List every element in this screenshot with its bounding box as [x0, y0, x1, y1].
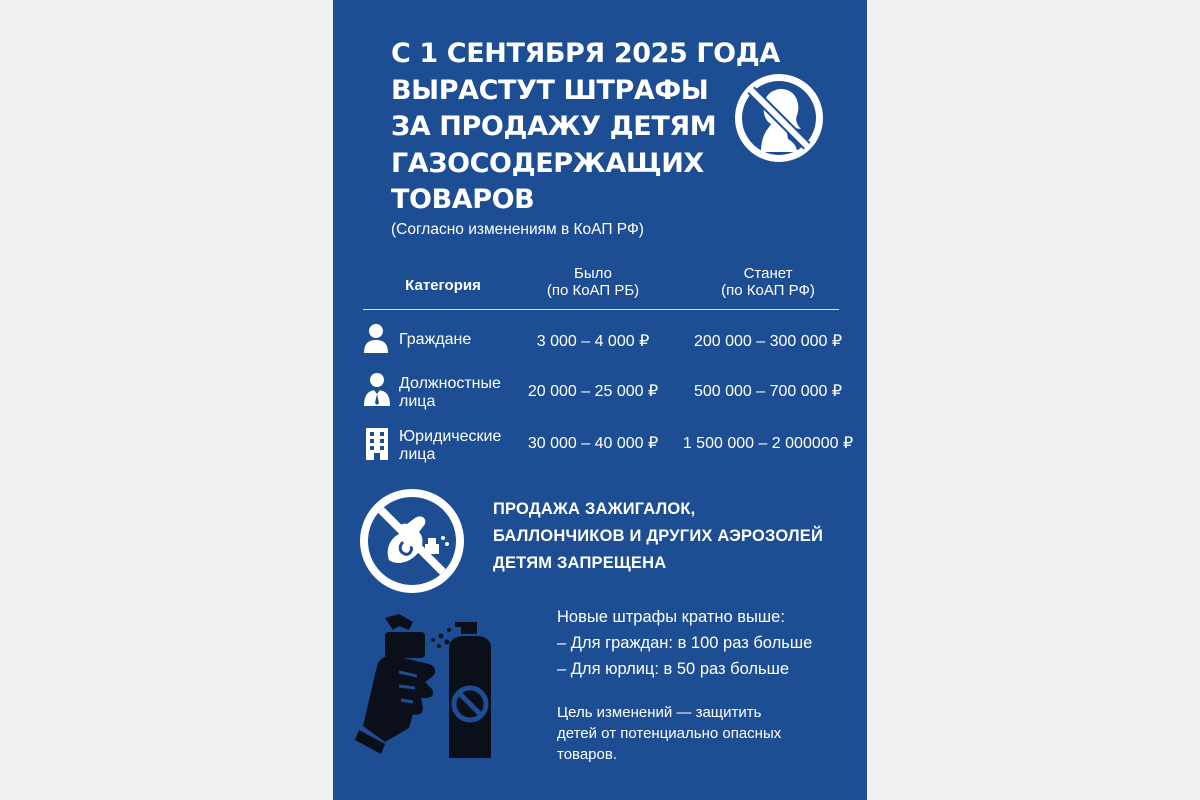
goal-line: товаров. [557, 746, 618, 763]
title-line: ТОВАРОВ [391, 184, 535, 215]
header-divider [363, 309, 839, 310]
warning-text [493, 496, 823, 577]
table-cell-before: 30 000 – 40 000 ₽ [527, 435, 659, 452]
table-cell-after: 1 500 000 – 2 000000 ₽ [682, 435, 854, 452]
warning-line: ДЕТЯМ ЗАПРЕЩЕНА [493, 554, 667, 572]
table-cell-before: 20 000 – 25 000 ₽ [527, 383, 659, 400]
header-line: (по КоАП РФ) [721, 282, 815, 299]
poster [333, 0, 867, 800]
no-child-icon [731, 70, 827, 166]
fines-line: – Для граждан: в 100 раз больше [557, 634, 813, 652]
title-line: ГАЗОСОДЕРЖАЩИХ [391, 147, 704, 179]
title-line: С 1 СЕНТЯБРЯ 2025 ГОДА [391, 38, 780, 69]
row-label-line: лица [399, 393, 436, 410]
table-cell-after: 500 000 – 700 000 ₽ [693, 383, 843, 400]
person-icon [363, 322, 389, 354]
header-line: Станет [743, 265, 793, 282]
goal-line: детей от потенциально опасных [557, 725, 782, 742]
warning-line: ПРОДАЖА ЗАЖИГАЛОК, [493, 500, 696, 518]
fines-line: – Для юрлиц: в 50 раз больше [557, 660, 790, 678]
lighter-spray-icon [355, 608, 505, 766]
title-line: ЗА ПРОДАЖУ ДЕТЯМ [391, 111, 717, 142]
table-cell-before: 3 000 – 4 000 ₽ [536, 333, 650, 350]
column-header-category: Категория [405, 277, 481, 294]
goal-line: Цель изменений — защитить [557, 704, 762, 721]
header-line: (по КоАП РБ) [546, 282, 640, 299]
subtitle: (Согласно изменениям в КоАП РФ) [391, 221, 644, 238]
table-cell-after: 200 000 – 300 000 ₽ [693, 333, 843, 350]
row-label-line: Юридические [399, 428, 502, 445]
official-icon [363, 372, 391, 406]
row-label-line: Должностные [399, 375, 501, 392]
column-header-before [513, 265, 673, 299]
header-line: Было [574, 265, 612, 282]
title-line: ВЫРАСТУТ ШТРАФЫ [391, 74, 709, 106]
no-inhalant-icon [359, 488, 465, 594]
row-label-line: лица [399, 446, 436, 463]
building-icon [363, 426, 391, 460]
warning-line: БАЛЛОНЧИКОВ И ДРУГИХ АЭРОЗОЛЕЙ [493, 527, 824, 545]
goal-text [557, 702, 857, 765]
table-row-label [399, 375, 501, 411]
table-row-label: Граждане [399, 331, 472, 348]
column-header-after [683, 265, 853, 299]
fines-text [557, 604, 812, 682]
table-row-label [399, 428, 501, 464]
poster-title [391, 36, 780, 219]
fines-line: Новые штрафы кратно выше: [557, 608, 785, 626]
